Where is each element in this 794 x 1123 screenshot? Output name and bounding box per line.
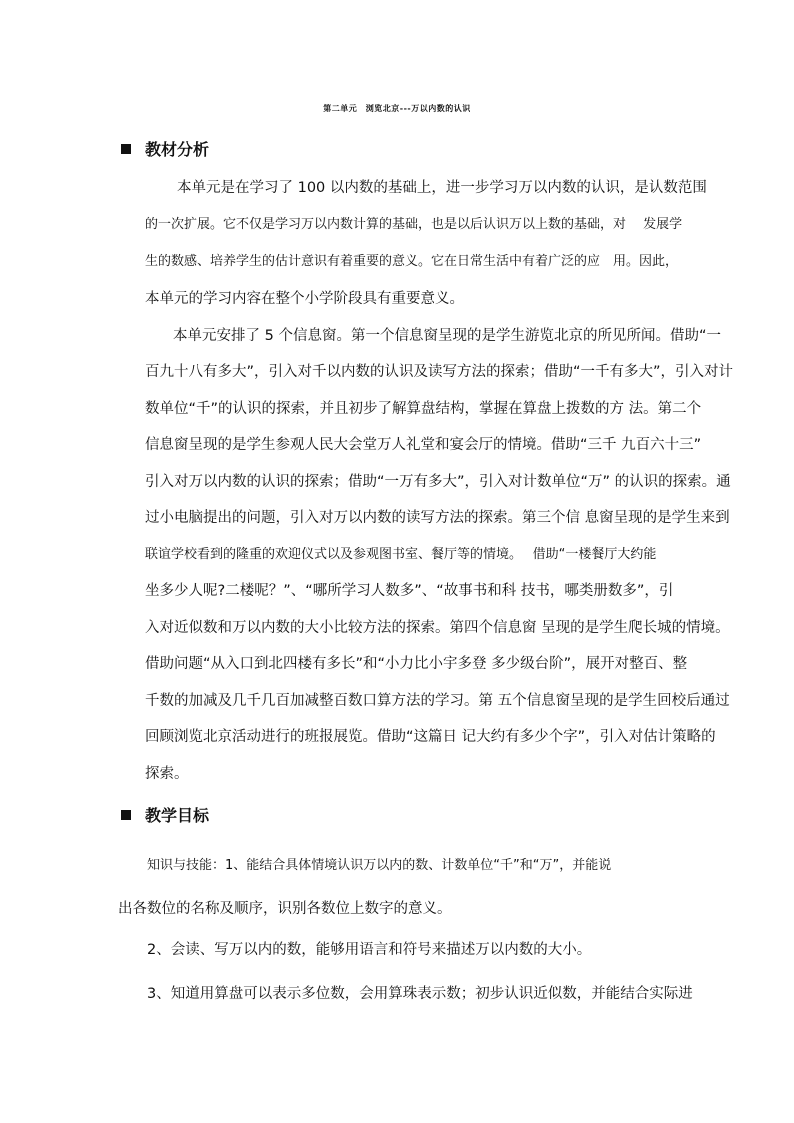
square-bullet-icon <box>121 810 131 820</box>
paragraph-line: 探索。 <box>145 766 189 782</box>
paragraph-line: 引入对万以内数的认识的探索；借助“一万有多大”，引入对计数单位“万” 的认识的探索。通 <box>145 474 731 490</box>
paragraph-line: 信息窗呈现的是学生参观人民大会堂万人礼堂和宴会厅的情境。借助“三千 九百六十三” <box>145 437 702 453</box>
paragraph-line: 借助问题“从入口到北四楼有多长”和“小力比小宇多登 多少级台阶”，展开对整百、整 <box>145 656 688 672</box>
paragraph-line: 3、知道用算盘可以表示多位数，会用算珠表示数；初步认识近似数，并能结合实际进 <box>147 986 693 1002</box>
paragraph-line: 的一次扩展。它不仅是学习万以内数计算的基础，也是以后认识万以上数的基础，对 发展学 <box>145 217 683 232</box>
paragraph-line: 本单元是在学习了 100 以内数的基础上，进一步学习万以内数的认识，是认数范围 <box>177 180 707 196</box>
square-bullet-icon <box>121 144 131 154</box>
paragraph-line: 本单元的学习内容在整个小学阶段具有重要意义。 <box>145 291 464 307</box>
paragraph-line: 千数的加减及几千几百加减整百数口算方法的学习。第 五个信息窗呈现的是学生回校后通过 <box>145 693 730 709</box>
paragraph-line: 联谊学校看到的隆重的欢迎仪式以及参观图书室、餐厅等的情境。 借助“一楼餐厅大约能 <box>145 547 657 562</box>
paragraph-line: 坐多少人呢?二楼呢？”、“哪所学习人数多”、“故事书和科 技书，哪类册数多”，引 <box>145 583 674 599</box>
paragraph-line: 本单元安排了 5 个信息窗。第一个信息窗呈现的是学生游览北京的所见所闻。借助“一 <box>173 328 721 344</box>
paragraph-line: 知识与技能：1、能结合具体情境认识万以内的数、计数单位“千”和“万”，并能说 <box>147 858 612 873</box>
paragraph-line: 回顾浏览北京活动进行的班报展览。借助“这篇日 记大约有多少个字”，引入对估计策略的 <box>145 729 716 745</box>
paragraph-line: 入对近似数和万以内数的大小比较方法的探索。第四个信息窗 呈现的是学生爬长城的情境。 <box>145 620 730 636</box>
paragraph-line: 百九十八有多大”，引入对千以内数的认识及读写方法的探索；借助“一千有多大”，引入对计 <box>145 364 734 380</box>
paragraph-line: 出各数位的名称及顺序，识别各数位上数字的意义。 <box>118 901 452 917</box>
page-title: 第二单元 浏览北京---万以内数的认识 <box>323 103 471 113</box>
section-heading-text: 教材分析 <box>145 140 210 159</box>
section-heading-text: 教学目标 <box>145 806 210 825</box>
paragraph-line: 数单位“千”的认识的探索，并且初步了解算盘结构，掌握在算盘上拨数的方 法。第二个 <box>145 401 702 417</box>
paragraph-line: 生的数感、培养学生的估计意识有着重要的意义。它在日常生活中有着广泛的应 用。因此， <box>145 254 679 269</box>
section-heading-analysis <box>121 137 209 160</box>
paragraph-line: 过小电脑提出的问题，引入对万以内数的读写方法的探索。第三个信 息窗呈现的是学生来到 <box>145 510 730 526</box>
section-heading-objectives <box>121 803 209 826</box>
paragraph-line: 2、会读、写万以内的数，能够用语言和符号来描述万以内数的大小。 <box>147 942 592 958</box>
